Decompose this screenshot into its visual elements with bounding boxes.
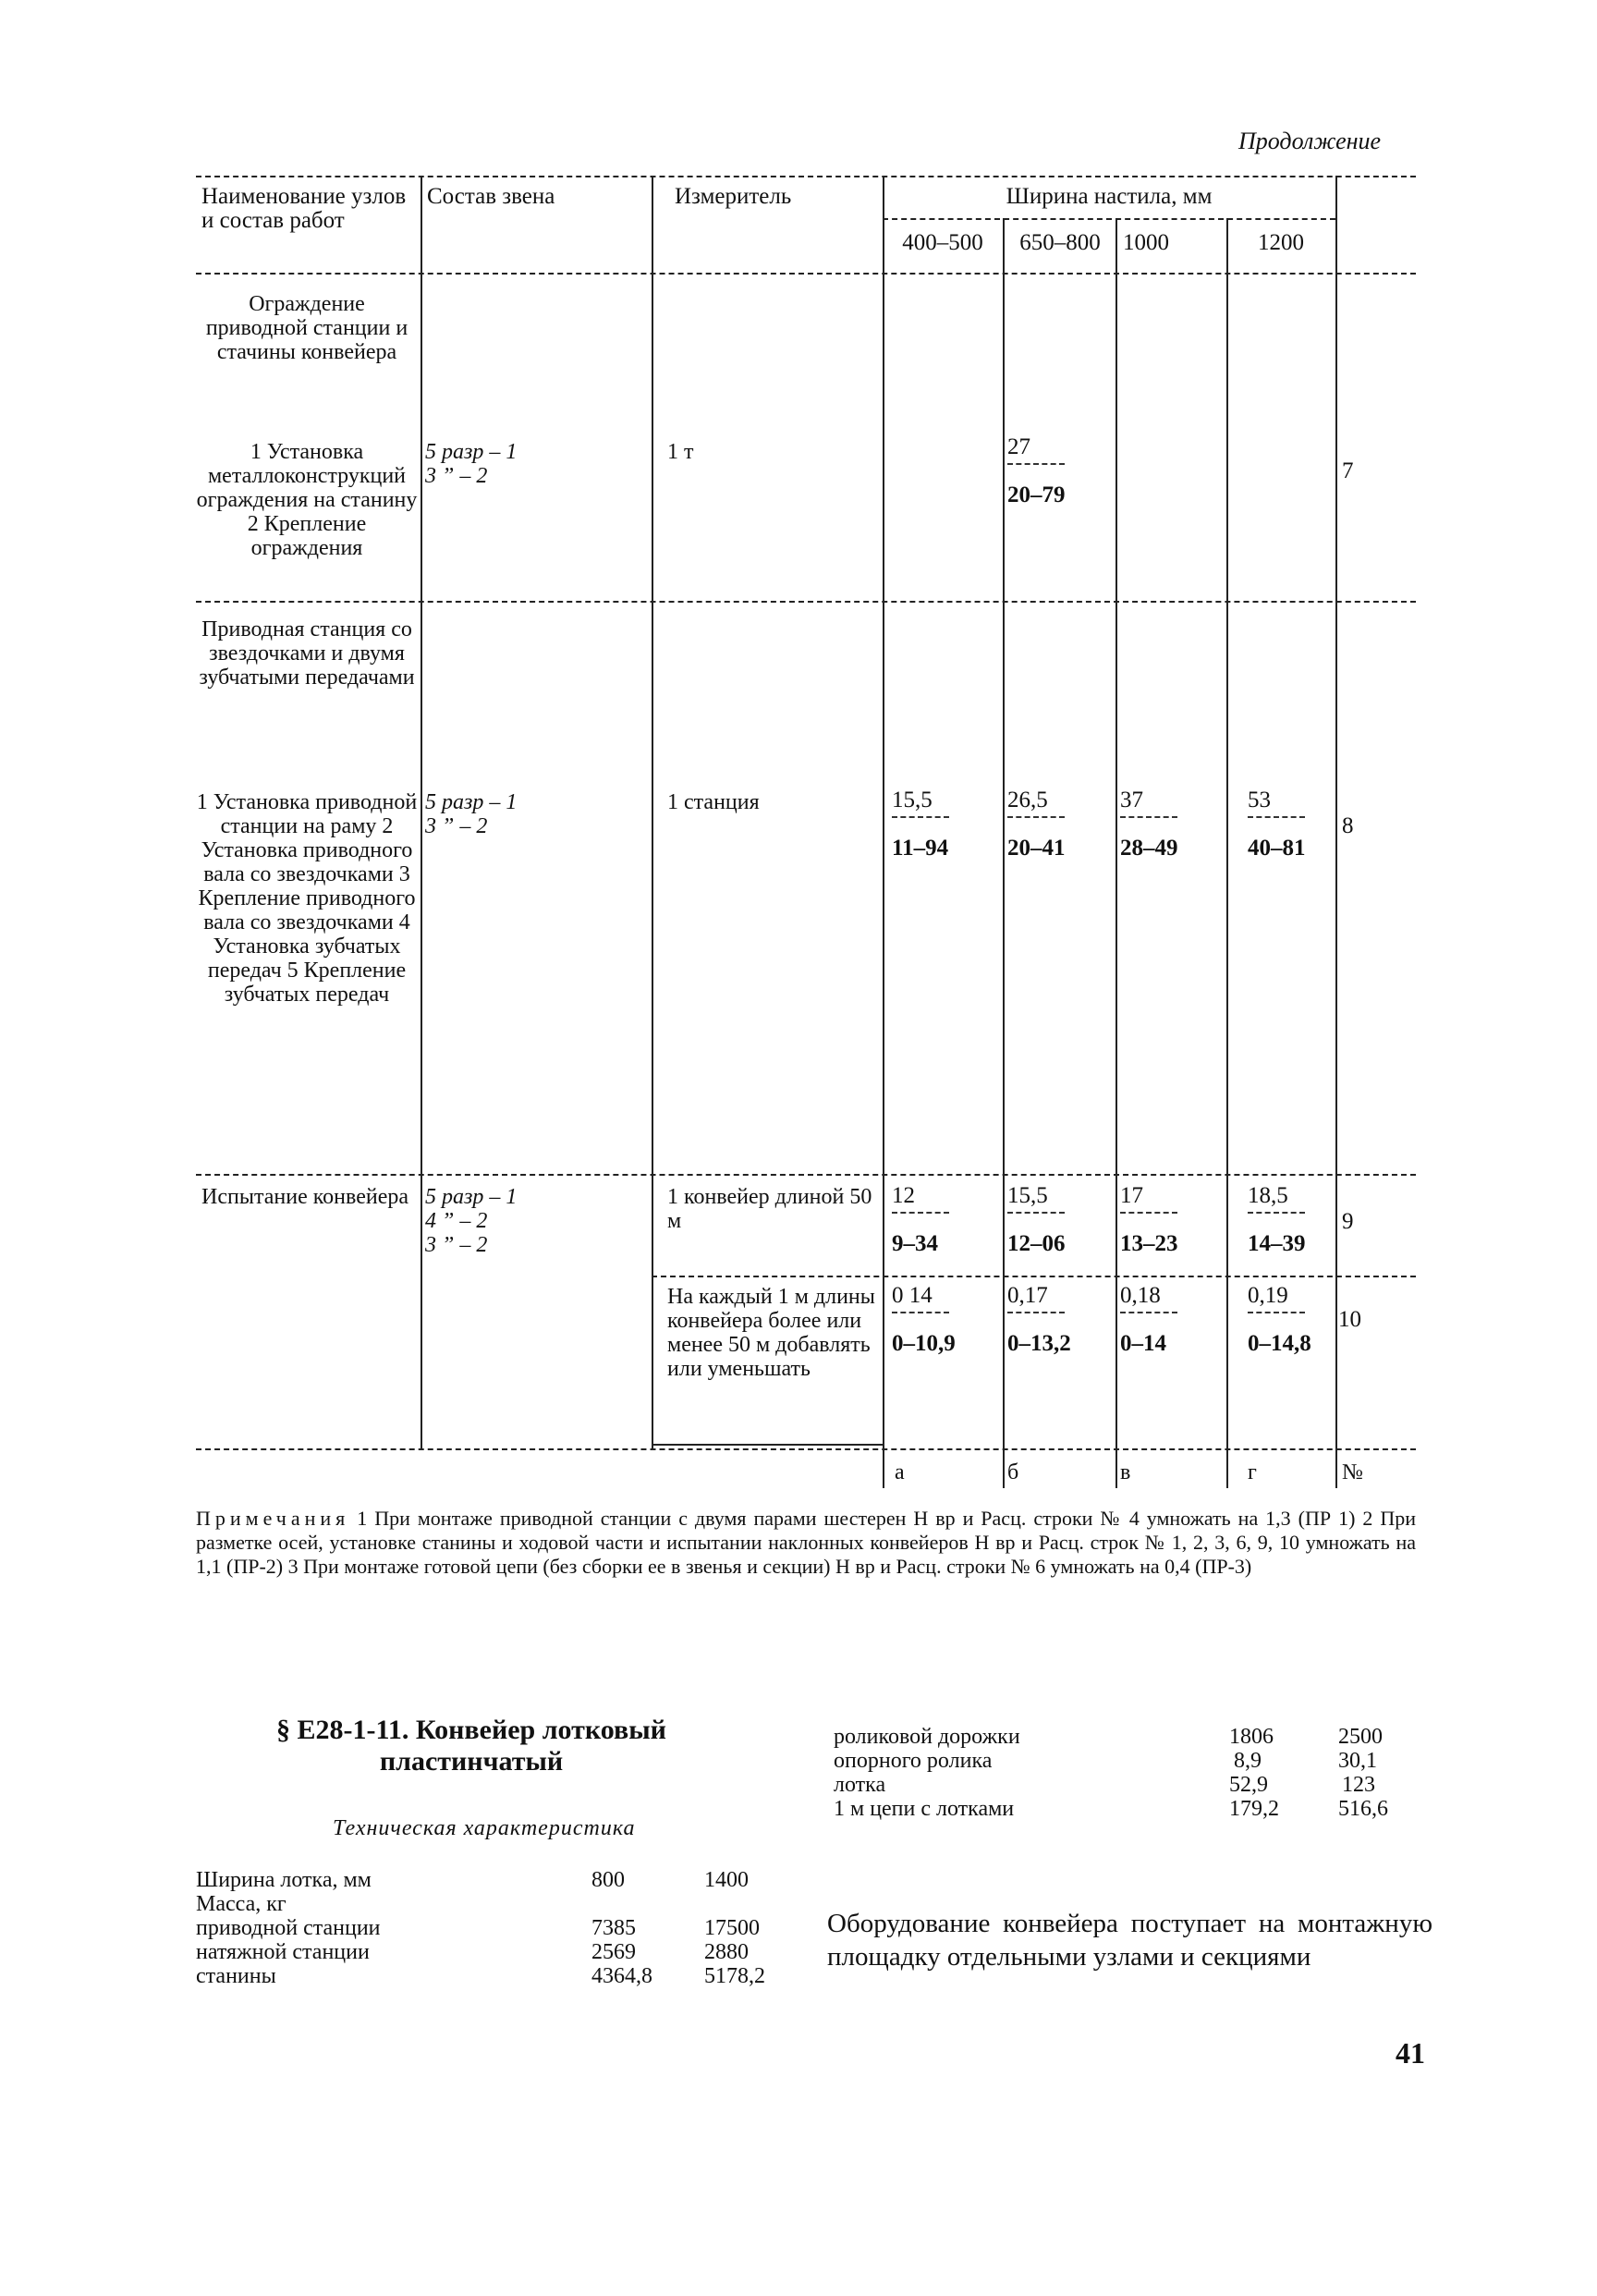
section-3-value-e (892, 1283, 956, 1357)
header-crew: Состав звена (427, 184, 555, 209)
value-denominator: 28–49 (1120, 836, 1178, 861)
section-1-work: 1 Установка металлоконструкций ограждения на станину 2 Крепление ограждения (196, 440, 418, 560)
value-numerator: 15,5 (1007, 1183, 1048, 1208)
section-3-value-g (1120, 1283, 1166, 1357)
spec-label: Ширина лотка, мм (196, 1868, 372, 1892)
col-divider-3 (883, 176, 884, 1488)
fraction-bar (1007, 1212, 1065, 1214)
continuation-label: Продолжение (1238, 128, 1382, 154)
col-divider-1 (421, 176, 422, 1448)
tech-subtitle: Техническая характеристика (333, 1816, 636, 1840)
value-numerator: 37 (1120, 788, 1143, 812)
value-numerator: 53 (1248, 788, 1271, 812)
spec-value-2: 17500 (704, 1916, 760, 1940)
section-3-unit-b: На каждый 1 м длины конвейера более или менее 50 м добавлять или уменьшать (667, 1285, 875, 1381)
section-2-value-c (1120, 788, 1178, 861)
spec-value-2: 2500 (1338, 1725, 1383, 1749)
value-denominator: 0–13,2 (1007, 1331, 1071, 1356)
spec-label: роликовой дорожки (834, 1725, 1020, 1749)
section-2-unit: 1 станция (667, 790, 760, 814)
value-denominator: 11–94 (892, 836, 949, 861)
spec-label: Масса, кг (196, 1892, 286, 1916)
value-numerator: 17 (1120, 1183, 1143, 1208)
row-divider-2 (196, 1174, 1416, 1176)
row-divider-1 (196, 601, 1416, 603)
fraction-bar (1120, 1312, 1177, 1313)
spec-label: 1 м цепи с лотками (834, 1797, 1015, 1821)
fraction-bar (1248, 816, 1305, 818)
spec-label: приводной станции (196, 1916, 381, 1940)
value-denominator: 12–06 (1007, 1231, 1066, 1256)
value-numerator: 18,5 (1248, 1183, 1288, 1208)
spec-value-2: 2880 (704, 1940, 749, 1964)
value-numerator: 0,17 (1007, 1283, 1048, 1308)
col-divider-7 (1335, 176, 1337, 1488)
section-2-work: 1 Установка приводной станции на раму 2 Установка приводного вала со звездочками 3 Крепление приводного вала со звездочками 4 Установка зубчатых передач 5 Крепление зубчатых передач (196, 790, 418, 1007)
value-numerator: 0,19 (1248, 1283, 1288, 1308)
fraction-bar (892, 816, 949, 818)
section-1-value (1007, 434, 1066, 508)
spec-label: станины (196, 1964, 276, 1988)
value-denominator: 9–34 (892, 1231, 938, 1256)
table-top-rule (196, 176, 1416, 177)
spec-value-1: 1806 (1229, 1725, 1274, 1749)
section-2-value-d (1248, 788, 1306, 861)
section-3-value-f (1007, 1283, 1071, 1357)
fraction-bar (1007, 463, 1065, 465)
spec-value-2: 516,6 (1338, 1797, 1388, 1821)
fraction-bar (892, 1212, 949, 1214)
spec-value-1: 4364,8 (591, 1964, 652, 1988)
section-2-row-number: 8 (1342, 813, 1354, 838)
section-3-value-c (1120, 1183, 1178, 1257)
spec-value-2: 5178,2 (704, 1964, 765, 1988)
width-col-a: 400–500 (902, 230, 983, 255)
footer-col-d: г (1248, 1460, 1257, 1484)
value-denominator: 20–41 (1007, 836, 1066, 861)
body-paragraph: Оборудование конвейера поступает на монтажную площадку отдельными узлами и секциями (827, 1909, 1432, 1972)
fraction-bar (1007, 816, 1065, 818)
spec-value-1: 7385 (591, 1916, 636, 1940)
value-denominator: 0–14 (1120, 1331, 1166, 1356)
header-width: Ширина настила, мм (1006, 184, 1213, 209)
value-denominator: 0–10,9 (892, 1331, 956, 1356)
footer-col-a: а (895, 1460, 905, 1484)
value-numerator: 0,18 (1120, 1283, 1161, 1308)
section-1-title: Ограждение приводной станции и стачины конвейера (205, 292, 408, 364)
value-denominator: 40–81 (1248, 836, 1306, 861)
section-2-value-b (1007, 788, 1066, 861)
spec-value-2: 30,1 (1338, 1749, 1377, 1773)
value-denominator: 13–23 (1120, 1231, 1178, 1256)
width-col-d: 1200 (1258, 230, 1304, 255)
col-divider-4 (1003, 218, 1005, 1488)
value-numerator: 12 (892, 1183, 915, 1208)
table-bottom-rule (196, 1448, 1416, 1450)
footer-col-b: б (1007, 1460, 1019, 1484)
spec-value-1: 2569 (591, 1940, 636, 1964)
spec-value-1: 179,2 (1229, 1797, 1279, 1821)
spec-label: лотка (834, 1773, 886, 1797)
spec-label: опорного ролика (834, 1749, 993, 1773)
section-3-row-number-b: 10 (1338, 1307, 1361, 1332)
unit-bottom-rule (652, 1444, 883, 1446)
notes-label: Примечания (196, 1507, 350, 1530)
width-subheader-rule (883, 218, 1335, 220)
section-2-value-a (892, 788, 948, 861)
fraction-bar (1120, 816, 1177, 818)
value-denominator: 0–14,8 (1248, 1331, 1311, 1356)
spec-value-1: 800 (591, 1868, 625, 1892)
section-3-unit-a: 1 конвейер длиной 50 м (667, 1185, 872, 1233)
spec-value-2: 1400 (704, 1868, 749, 1892)
notes (196, 1507, 1416, 1579)
value-denominator: 14–39 (1248, 1231, 1306, 1256)
value-numerator: 0 14 (892, 1283, 933, 1308)
section-3-crew-3: 3 ” – 2 (425, 1233, 488, 1257)
row-divider-3 (652, 1276, 1416, 1277)
section-3-crew-1: 5 разр – 1 (425, 1185, 518, 1209)
section-1-crew-1: 5 разр – 1 (425, 440, 518, 464)
section-3-value-h (1248, 1283, 1311, 1357)
fraction-bar (1248, 1312, 1305, 1313)
section-title: § Е28-1-11. Конвейер лотковый пластинчатый (276, 1715, 666, 1777)
header-name: Наименование узлов и состав работ (201, 184, 407, 233)
section-2-title: Приводная станция со звездочками и двумя зубчатыми передачами (199, 617, 415, 690)
fraction-bar (1007, 1312, 1065, 1313)
section-2-crew-2: 3 ” – 2 (425, 814, 488, 838)
section-3-value-b (1007, 1183, 1066, 1257)
fraction-bar (1120, 1212, 1177, 1214)
footer-col-c: в (1120, 1460, 1131, 1484)
value-numerator: 27 (1007, 434, 1030, 459)
fraction-bar (892, 1312, 949, 1313)
page-number: 41 (1396, 2036, 1425, 2070)
value-numerator: 26,5 (1007, 788, 1048, 812)
section-3-value-d (1248, 1183, 1306, 1257)
spec-value-1: 52,9 (1229, 1773, 1268, 1797)
section-1-row-number: 7 (1342, 458, 1354, 483)
col-divider-2 (652, 176, 653, 1448)
section-1-crew-2: 3 ” – 2 (425, 464, 488, 488)
section-3-crew-2: 4 ” – 2 (425, 1209, 488, 1233)
spec-label: натяжной станции (196, 1940, 370, 1964)
value-denominator: 20–79 (1007, 482, 1066, 507)
section-3-value-a (892, 1183, 938, 1257)
fraction-bar (1248, 1212, 1305, 1214)
notes-text: 1 При монтаже приводной станции с двумя парами шестерен Н вр и Расц. строки № 4 умножать на 1,3 (ПР 1) 2 При разметке осей, установке станины и ходовой части и испытании наклонных конвейеров Н вр и Расц. строк № 1, 2, 3, 6, 9, 10 умножать на 1,1 (ПР-2) 3 При монтаже готовой цепи (без сборки ее в звенья и секции) Н вр и Расц. строки № 6 умножать на 0,4 (ПР-3) (196, 1507, 1416, 1578)
section-3-work: Испытание конвейера (201, 1185, 409, 1209)
col-divider-5 (1115, 218, 1117, 1488)
section-3-row-number-a: 9 (1342, 1209, 1354, 1234)
width-col-b: 650–800 (1019, 230, 1101, 255)
footer-col-number: № (1342, 1460, 1363, 1484)
spec-value-1: 8,9 (1234, 1749, 1262, 1773)
header-unit: Измеритель (675, 184, 792, 209)
col-divider-6 (1226, 218, 1228, 1488)
spec-value-2: 123 (1342, 1773, 1375, 1797)
section-1-unit: 1 т (667, 440, 694, 464)
width-col-c: 1000 (1123, 230, 1169, 255)
section-2-crew-1: 5 разр – 1 (425, 790, 518, 814)
header-bottom-rule (196, 273, 1416, 275)
value-numerator: 15,5 (892, 788, 933, 812)
